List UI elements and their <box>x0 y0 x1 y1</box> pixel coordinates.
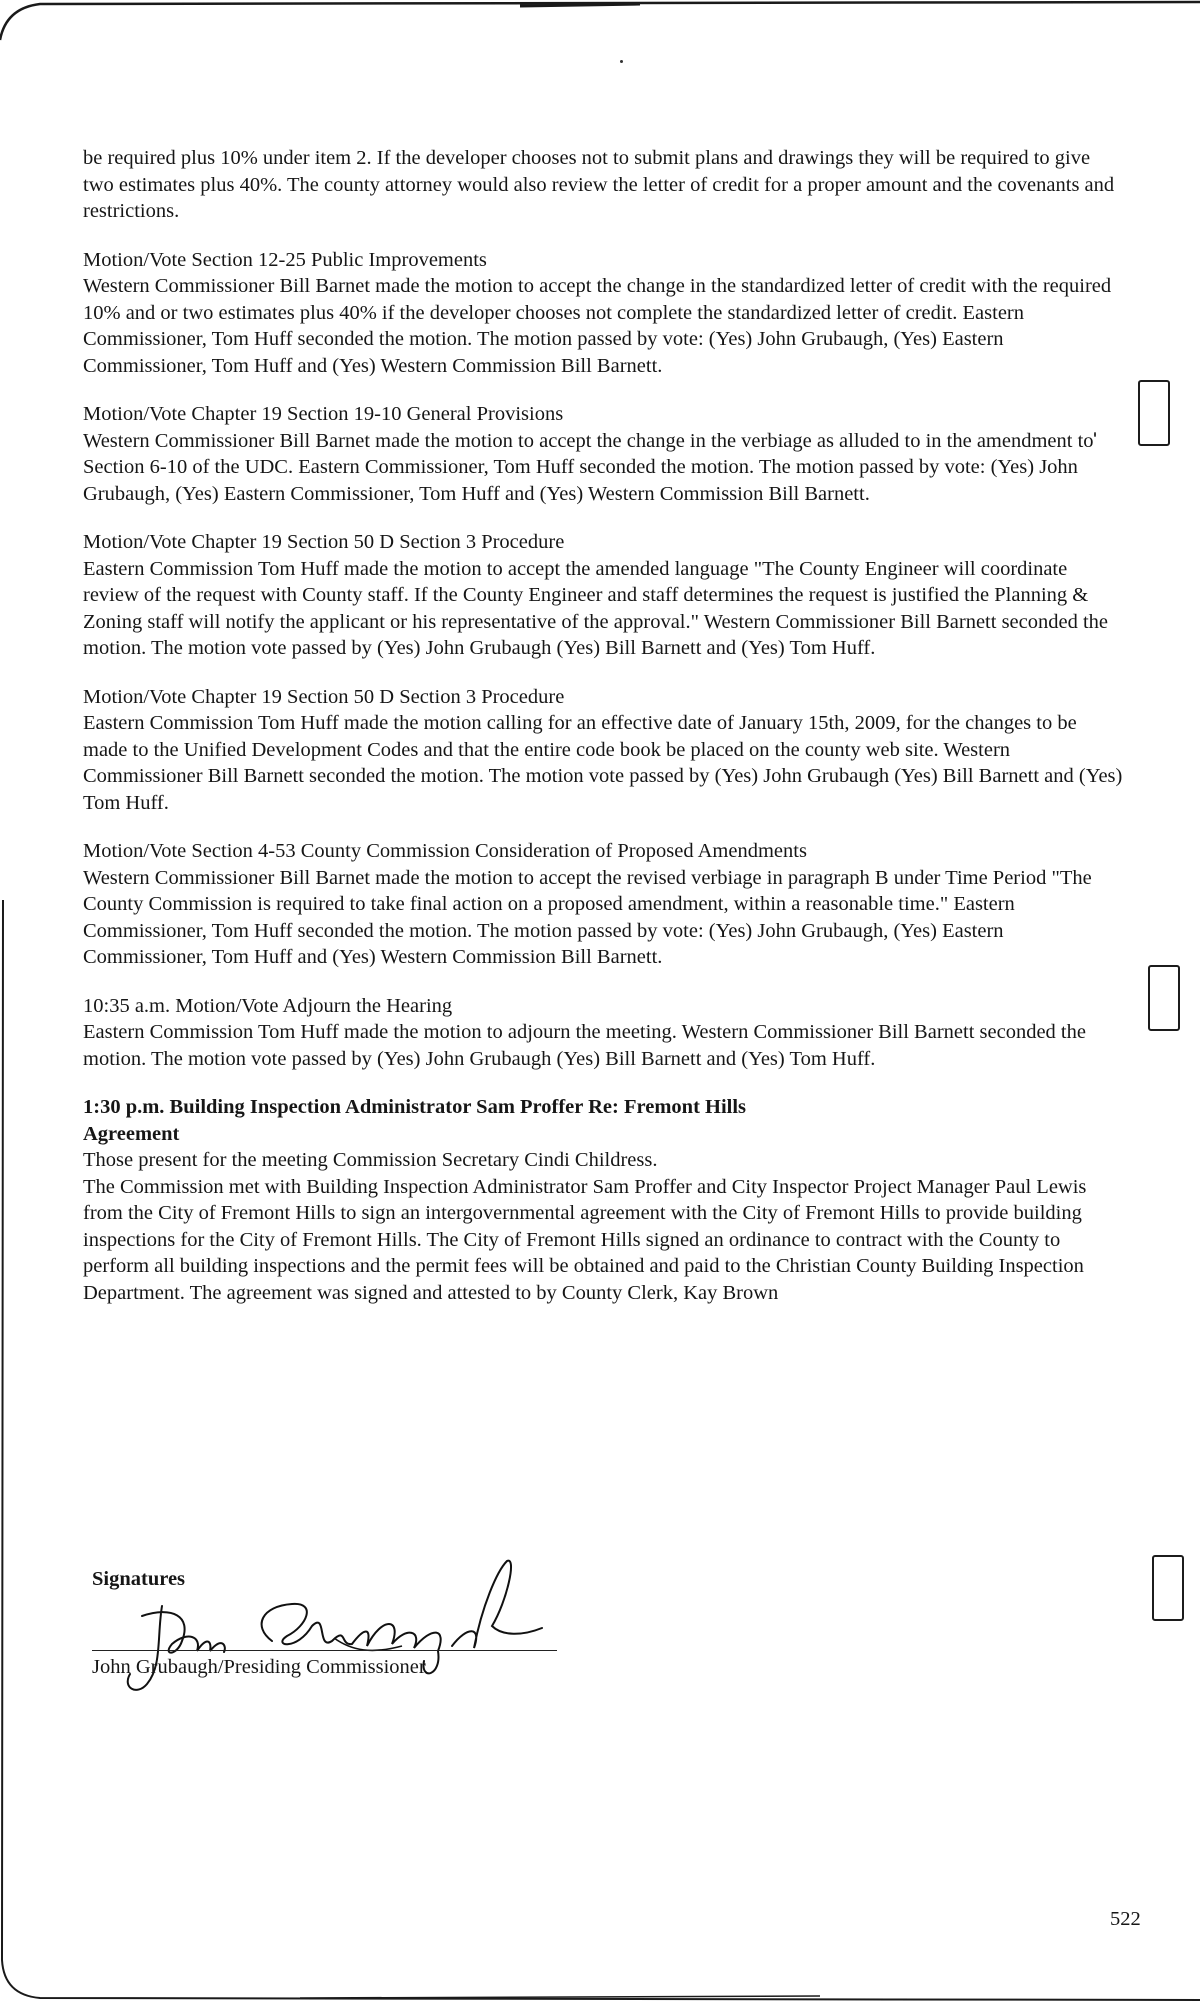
paragraph <box>83 145 1123 225</box>
margin-checkbox[interactable] <box>1138 380 1170 446</box>
paragraph-heading: Motion/Vote Section 4-53 County Commission Consideration of Proposed Amendments <box>83 840 807 862</box>
page-number: 522 <box>1110 1908 1141 1930</box>
section-text: Those present for the meeting Commission Secretary Cindi Childress. <box>83 1149 658 1171</box>
paragraph <box>83 401 1123 507</box>
margin-checkbox[interactable] <box>1152 1555 1184 1621</box>
paragraph-text: Western Commissioner Bill Barnet made the motion to accept the change in the verbiage as alluded to in the amendment to Section 6-10 of the UDC. Eastern Commissioner, Tom Huff seconded the motion. The motion passed by vote: (Yes) John Grubaugh, (Yes) Eastern Commissioner, Tom Huff and (Yes) Western Commission Bill Barnett. <box>83 429 1094 505</box>
paragraph-heading: Motion/Vote Chapter 19 Section 50 D Section 3 Procedure <box>83 531 565 553</box>
speck-mark <box>620 60 623 63</box>
paragraph-heading: Motion/Vote Section 12-25 Public Improvements <box>83 248 487 271</box>
signature-caption: John Grubaugh/Presiding Commissioner <box>92 1656 426 1678</box>
paragraph <box>83 247 1123 380</box>
paragraph-heading: Motion/Vote Chapter 19 Section 50 D Section 3 Procedure <box>83 685 565 708</box>
signature-line <box>92 1650 557 1651</box>
paragraph <box>83 684 1123 817</box>
margin-checkbox[interactable] <box>1148 965 1180 1031</box>
paragraph-text: Eastern Commission Tom Huff made the motion to adjourn the meeting. Western Commissioner Bill Barnett seconded the motion. The motion vote passed by (Yes) John Grubaugh (Yes) Bill Barnett and (Yes) Tom Huff. <box>83 1021 1086 1070</box>
document-body <box>83 145 1123 1328</box>
paragraph <box>83 838 1123 971</box>
paragraph-text: Western Commissioner Bill Barnet made the motion to accept the change in the standardized letter of credit with the required 10% and or two estimates plus 40% if the developer chooses not complete the standardized letter of credit. Eastern Commissioner, Tom Huff seconded the motion. The motion passed by vote: (Yes) John Grubaugh, (Yes) Eastern Commissioner, Tom Huff and (Yes) Western Commission Bill Barnett. <box>83 275 1112 377</box>
paragraph-text: be required plus 10% under item 2. If the developer chooses not to submit plans and drawings they will be required to give two estimates plus 40%. The county attorney would also review the letter of credit for a proper amount and the covenants and restrictions. <box>83 147 1115 222</box>
section-text: The Commission met with Building Inspection Administrator Sam Proffer and City Inspector Project Manager Paul Lewis from the City of Fremont Hills to sign an intergovernmental agreement with the City of Fremont Hills to provide building inspections for the City of Fremont Hills. The City of Fremont Hills signed an ordinance to contract with the County to perform all building inspections and the permit fees will be obtained and paid to the Christian County Building Inspection Department. The agreement was signed and attested to by County Clerk, Kay Brown <box>83 1175 1087 1304</box>
section <box>83 1094 1123 1306</box>
paragraph-text: Eastern Commission Tom Huff made the motion calling for an effective date of January 15th, 2009, for the changes to be made to the Unified Development Codes and that the entire code book be placed on the county web site. Western Commissioner Bill Barnett seconded the motion. The motion vote passed by (Yes) John Grubaugh (Yes) Bill Barnett and (Yes) Tom Huff. <box>83 712 1123 814</box>
paragraph-heading: Motion/Vote Chapter 19 Section 19-10 General Provisions <box>83 403 564 425</box>
paragraph-text: Eastern Commission Tom Huff made the motion to accept the amended language "The County Engineer will coordinate review of the request with County staff. If the County Engineer and staff determines the request is justified the Planning & Zoning staff will notify the applicant or his representative of the approval." Western Commissioner Bill Barnett seconded the motion. The motion vote passed by (Yes) John Grubaugh (Yes) Bill Barnett and (Yes) Tom Huff. <box>83 557 1109 659</box>
signature-block <box>92 1568 592 1688</box>
signatures-heading: Signatures <box>92 1568 186 1590</box>
paragraph <box>83 529 1123 662</box>
paragraph-text: Western Commissioner Bill Barnet made the motion to accept the revised verbiage in paragraph B under Time Period "The County Commission is required to take final action on a proposed amendment, within a reasonable time." Eastern Commissioner, Tom Huff seconded the motion. The motion passed by vote: (Yes) John Grubaugh, (Yes) Eastern Commissioner, Tom Huff and (Yes) Western Commission Bill Barnett. <box>83 866 1092 968</box>
section-title: 1:30 p.m. Building Inspection Administrator Sam Proffer Re: Fremont Hills Agreement <box>83 1096 747 1145</box>
paragraph-heading: 10:35 a.m. Motion/Vote Adjourn the Hearing <box>83 994 453 1017</box>
paragraph <box>83 993 1123 1073</box>
